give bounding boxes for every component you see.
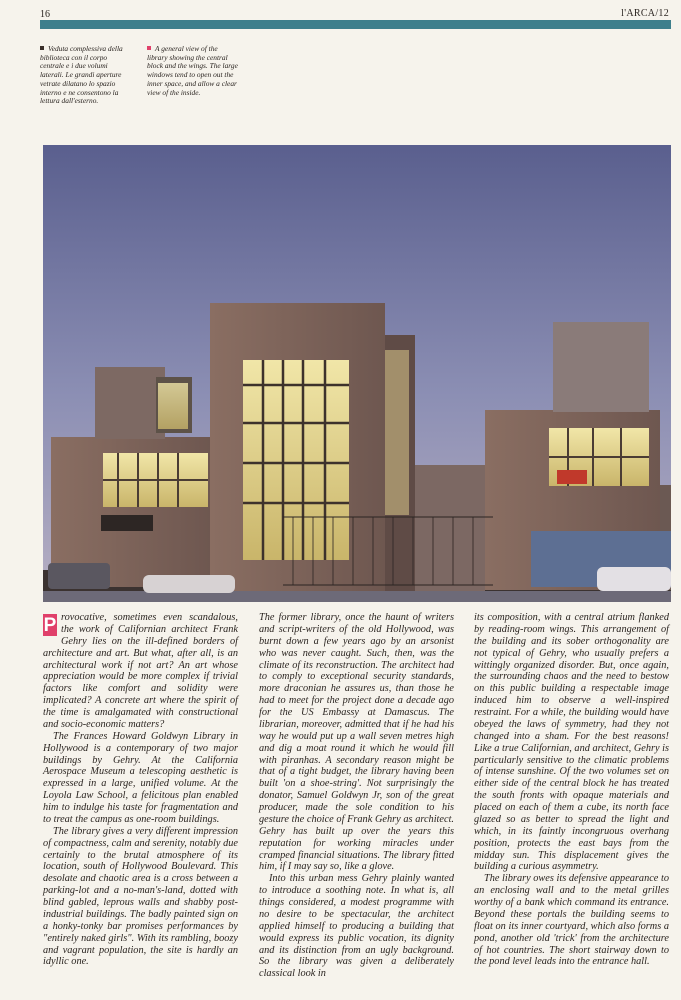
page-number: 16 xyxy=(40,9,50,20)
article-paragraph: Into this urban mess Gehry plainly wanted to introduce a soothing note. In what is, all things considered, a modest programme with no desire to be spectacular, the architect applied himself to producing a building that would express its public vocation, its dignity and its distinction from an ugly background. So the library was given a deliberately classical look in xyxy=(259,873,454,980)
library-photo xyxy=(43,145,671,602)
caption-english-text: A general view of the library showing the central block and the wings. The large windows tend to open out the inner space, and allow a clear view of the inside. xyxy=(147,44,238,97)
article-paragraph: The library owes its defensive appearance to an enclosing wall and to the metal grilles worthy of a bank which command its entrance. Beyond these portals the building seems to float on its inner courtyard, which also forms a pond, another old 'trick' from the architecture of hot countries. The short stairway down to the pond level leads into the entrance hall. xyxy=(474,873,669,968)
article-paragraph: its composition, with a central atrium flanked by reading-room wings. This arrangement of the building and its sober orthogonality are not typical of Gehry, who usually prefers a wittingly organized disorder. But, once again, the surrounding chaos and the need to bestow on this public building a respectable image induced him to observe a well-inspired restraint. For a while, the building would have obeyed the laws of symmetry, had they not changed into a sham. For the best reasons! Like a true Californian, and architect, Gehry is particularly sensitive to the climatic problems of intense sunshine. Of the two volumes set on either side of the central block he has treated the south fronts with opaque materials and placed on each of them a cube, its north face glazed so as better to spread the light and which, in its faintly incongruous overhang position, protects the east bays from the midday sun. This displacement gives the building a curious asymmetry. xyxy=(474,612,669,873)
drop-cap: P xyxy=(43,615,57,636)
caption-bullet xyxy=(147,46,151,50)
article-column-2 xyxy=(259,612,454,980)
caption-english xyxy=(147,45,239,97)
article-column-3 xyxy=(474,612,669,968)
article-paragraph: The library gives a very different impression of compactness, calm and serenity, notably due certainly to the brutal atmosphere of its location, south of Hollywood Boulevard. This desolate and chaotic area is a cross between a parking-lot and a no-man's-land, dotted with blind gabled, leprous walls and shabby post-industrial buildings. The badly painted sign on a honky-tonky bar promises performances by "entirely naked girls". With its rambling, boozy and vagrant population, the site is hardly an idyllic one. xyxy=(43,825,238,968)
caption-italian-text: Veduta complessiva della biblioteca con il corpo centrale e i due volumi laterali. Le grandi aperture vetrate dilatano lo spazio interno e ne consentono la lettura dall'esterno. xyxy=(40,44,123,106)
caption-bullet xyxy=(40,46,44,50)
article-paragraph: rovocative, sometimes even scandalous, the work of Californian architect Frank Gehry lies on the ill-defined borders of architecture and art. But what, after all, is an architectural work if not art? An art whose appreciation would be more complex if trivial factors like comfort and solidity were implicated? A concrete art where the spirit of the time is amalgamated with constructional and socio-economic matters? xyxy=(43,612,238,730)
magazine-title: l'ARCA/12 xyxy=(621,8,669,19)
article-paragraph: The Frances Howard Goldwyn Library in Hollywood is a contemporary of two major buildings by Gehry. At the California Aerospace Museum a telescoping aesthetic is expressed in a large, unified volume. At the Loyola Law School, a felicitous plan enabled him to indulge his taste for fragmentation and to treat the campus as one-room buildings. xyxy=(43,730,238,825)
article-paragraph: The former library, once the haunt of writers and script-writers of the old Hollywood, was burnt down a few years ago by an arsonist who was never caught. Such, then, was the climate of its reconstruction. The architect had to comply to exceptional security standards, more draconian he assures us, than those he had to meet for the project done a decade ago for the US Embassy at Damascus. The librarian, moreover, admitted that if he had his way he would put up a wall seven metres high and dig a moat round it which he would fill with piranhas. A secondary reason might be that of a tight budget, the library having been built 'on a shoe-string'. Not surprisingly the donator, Samuel Goldwyn Jr, son of the great producer, made the sole condition to his gesture the choice of Frank Gehry as architect. Gehry has built up over the years this reputation for working miracles under cramped financial situations. The library fitted him, if I may say so, like a glove. xyxy=(259,612,454,873)
article-column-1 xyxy=(43,612,238,968)
header-rule xyxy=(40,20,671,29)
caption-italian xyxy=(40,45,132,106)
